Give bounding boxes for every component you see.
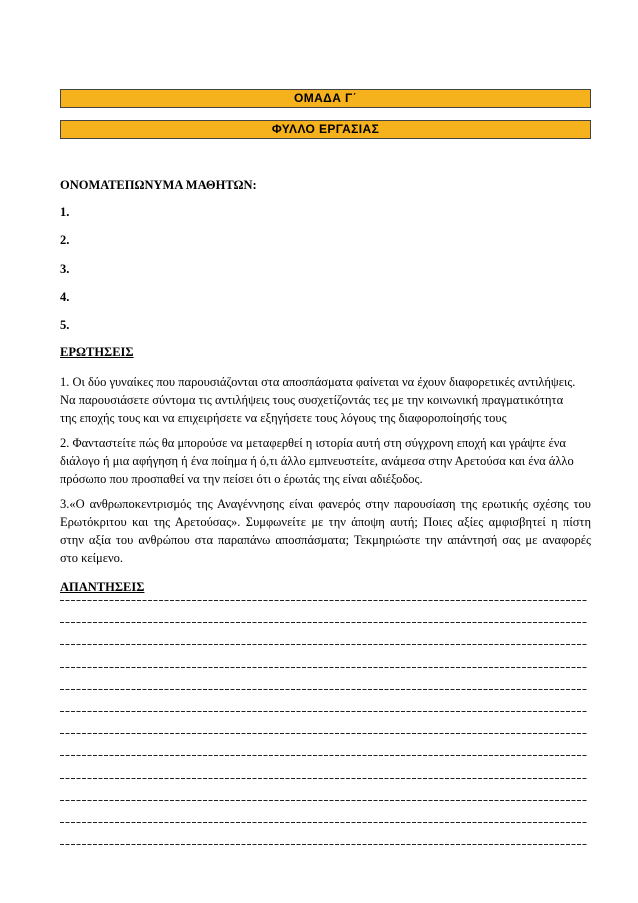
answer-line [60, 667, 587, 668]
answer-line [60, 822, 587, 823]
question-3-line: στην αξία του ανθρώπου στα παραπάνω αποσπάσματα; Τεκμηριώστε την απάντησή σας με αναφορές [60, 533, 591, 547]
answer-line [60, 733, 587, 734]
question-1-line: Να παρουσιάσετε σύντομα τις αντιλήψεις τους συσχετίζοντάς τες με την κοινωνική πραγματικότητα [60, 393, 564, 407]
group-title: ΟΜΑΔΑ Γ΄ [293, 91, 358, 105]
question-3 [60, 495, 591, 567]
question-2 [60, 434, 591, 488]
answer-line [60, 622, 587, 623]
student-number-5: 5. [60, 318, 70, 332]
question-2-line: 2. Φανταστείτε πώς θα μπορούσε να μεταφερθεί η ιστορία αυτή στη σύγχρονη εποχή και γράψτε ένα [60, 436, 566, 450]
question-2-line: διάλογο ή μια αφήγηση ή ένα ποίημα ή ό,τι άλλο εμπνευστείτε, ανάμεσα στην Αρετούσα και ένα άλλο [60, 454, 574, 468]
group-title-band [60, 89, 591, 108]
question-3-line: στο κείμενο. [60, 551, 124, 565]
sheet-title: ΦΥΛΛΟ ΕΡΓΑΣΙΑΣ [271, 122, 380, 136]
sheet-title-band [60, 120, 591, 139]
answer-line [60, 689, 587, 690]
answers-heading: ΑΠΑΝΤΗΣΕΙΣ [60, 580, 145, 594]
question-2-line: πρόσωπο που προσπαθεί να την πείσει ότι ο έρωτάς της είναι αδιέξοδος. [60, 472, 423, 486]
answer-line [60, 778, 587, 779]
answer-line [60, 800, 587, 801]
student-number-1: 1. [60, 205, 70, 219]
questions-heading: ΕΡΩΤΗΣΕΙΣ [60, 345, 134, 359]
question-1-line: της εποχής τους και να επιχειρήσετε να εξηγήσετε τους λόγους της διαφοροποίησής τους [60, 411, 507, 425]
answer-line [60, 711, 587, 712]
answer-line [60, 600, 587, 601]
answer-lines [60, 600, 591, 866]
student-number-2: 2. [60, 233, 70, 247]
answer-line [60, 755, 587, 756]
answer-line [60, 644, 587, 645]
answer-line [60, 844, 587, 845]
student-number-4: 4. [60, 290, 70, 304]
question-3-line: Ερωτόκριτου και της Αρετούσας». Συμφωνείτε με την άποψη αυτή; Ποιες αξίες αμφισβητεί η πίστη [60, 515, 591, 529]
student-number-3: 3. [60, 262, 70, 276]
question-1 [60, 373, 591, 427]
question-1-line: 1. Οι δύο γυναίκες που παρουσιάζονται στα αποσπάσματα φαίνεται να έχουν διαφορετικές αντιλήψεις. [60, 375, 576, 389]
students-label: ΟΝΟΜΑΤΕΠΩΝΥΜΑ ΜΑΘΗΤΩΝ: [60, 178, 257, 192]
question-3-line: 3.«Ο ανθρωποκεντρισμός της Αναγέννησης είναι φανερός στην παρουσίαση της ερωτικής σχέσης του [60, 497, 591, 511]
